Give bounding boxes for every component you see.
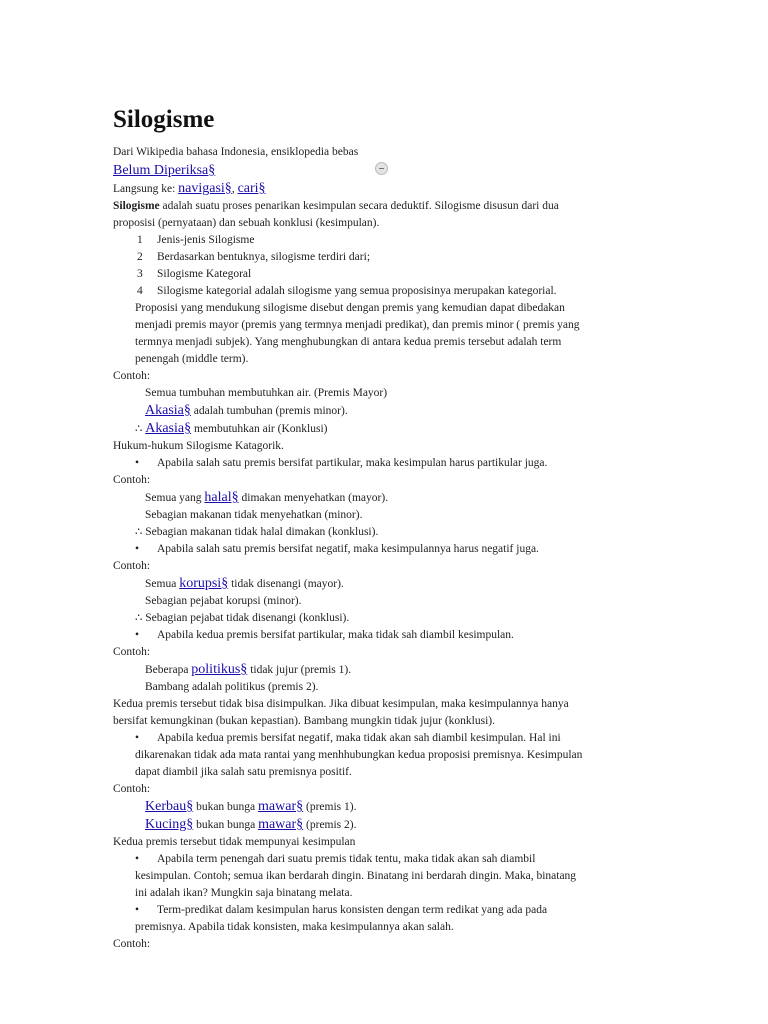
example-line [113, 798, 653, 816]
table-of-contents [113, 232, 653, 300]
example-line [113, 661, 653, 679]
therefore-symbol: ∴ [135, 423, 146, 435]
example-text: tidak disenangi (mayor). [228, 578, 344, 590]
example-text: bukan bunga [193, 819, 259, 831]
toc-number: 2 [137, 251, 143, 263]
example-line [113, 816, 653, 834]
example-text: (premis 1). [303, 801, 357, 813]
bullet-marker: • [135, 457, 140, 469]
example-line: Bambang adalah politikus (premis 2). [145, 681, 319, 693]
example-line [113, 489, 653, 507]
example-text: bukan bunga [193, 801, 259, 813]
bullet-marker: • [135, 904, 140, 916]
toc-text: Jenis-jenis Silogisme [157, 234, 255, 246]
bullet-continuation: ini adalah ikan? Mungkin saja binatang melata. [135, 887, 353, 899]
example-label: Contoh: [113, 783, 151, 795]
bullet-continuation: kesimpulan. Contoh; semua ikan berdarah dingin. Binatang ini berdarah dingin. Maka, binatang [135, 870, 577, 882]
review-status-row [113, 161, 653, 180]
example-label: Contoh: [113, 560, 151, 572]
example-line [113, 402, 653, 420]
jump-to-label: Langsung ke: [113, 183, 179, 195]
rule-bullet [113, 541, 653, 558]
rule-bullet [113, 627, 653, 644]
rule-bullet [113, 455, 653, 472]
jump-separator: , [231, 183, 238, 195]
page-title: Silogisme [113, 106, 215, 133]
intro-text: adalah suatu proses penarikan kesimpulan secara deduktif. Silogisme disusun dari dua [159, 200, 559, 212]
collapse-toggle-icon[interactable] [375, 162, 388, 175]
akasia-link[interactable]: Akasia§ [145, 421, 192, 436]
akasia-link[interactable]: Akasia§ [145, 403, 191, 418]
paragraph-line: bersifat kemungkinan (bukan kepastian). Bambang mungkin tidak jujur (konklusi). [113, 715, 495, 727]
toc-item [137, 249, 653, 266]
toc-number: 1 [137, 234, 143, 246]
example-text: Semua [145, 578, 180, 590]
example-text: membutuhkan air (Konklusi) [191, 423, 328, 435]
example-label: Contoh: [113, 474, 151, 486]
bullet-text: Apabila term penengah dari suatu premis tidak tentu, maka tidak akan sah diambil [157, 853, 536, 865]
bullet-text: Apabila salah satu premis bersifat partikular, maka kesimpulan harus partikular juga. [157, 457, 548, 469]
paragraph-line: penengah (middle term). [135, 353, 249, 365]
example-text: Beberapa [145, 664, 192, 676]
bullet-text: Apabila salah satu premis bersifat negatif, maka kesimpulannya harus negatif juga. [157, 543, 539, 555]
example-line: Semua tumbuhan membutuhkan air. (Premis Mayor) [145, 387, 388, 399]
jump-to-line [113, 180, 653, 198]
toc-text: Silogisme Kategoral [157, 268, 252, 280]
toc-text: Berdasarkan bentuknya, silogisme terdiri dari; [157, 251, 371, 263]
example-text: (premis 2). [303, 819, 357, 831]
unreviewed-badge-link[interactable]: Belum Diperiksa§ [113, 163, 216, 178]
paragraph-line: Proposisi yang mendukung silogisme disebut dengan premis yang kemudian dapat dibedakan [135, 302, 565, 314]
conclusion-paragraph: Kedua premis tersebut tidak mempunyai kesimpulan [113, 836, 356, 848]
bullet-continuation: dapat diambil jika salah satu premisnya positif. [135, 766, 352, 778]
rule-bullet [113, 730, 653, 747]
example-label: Contoh: [113, 938, 151, 950]
toc-text: Silogisme kategorial adalah silogisme yang semua proposisinya merupakan kategorial. [157, 285, 557, 297]
korupsi-link[interactable]: korupsi§ [179, 576, 229, 591]
rule-bullet [113, 851, 653, 868]
example-conclusion: ∴ Sebagian pejabat tidak disenangi (konklusi). [135, 612, 350, 624]
example-label: Contoh: [113, 646, 151, 658]
toc-item [137, 232, 653, 249]
paragraph-line: menjadi premis mayor (premis yang termnya menjadi predikat), dan premis minor ( premis yang [135, 319, 580, 331]
bullet-text: Apabila kedua premis bersifat negatif, maka tidak akan sah diambil kesimpulan. Hal ini [157, 732, 561, 744]
toc-number: 3 [137, 268, 143, 280]
search-link[interactable]: cari§ [237, 181, 266, 196]
mawar-link[interactable]: mawar§ [258, 799, 304, 814]
example-text: adalah tumbuhan (premis minor). [190, 405, 348, 417]
rule-bullet [113, 902, 653, 919]
article [113, 105, 653, 953]
example-text: tidak jujur (premis 1). [247, 664, 352, 676]
site-subtitle: Dari Wikipedia bahasa Indonesia, ensiklopedia bebas [113, 146, 359, 158]
bullet-text: Apabila kedua premis bersifat partikular, maka tidak sah diambil kesimpulan. [157, 629, 514, 641]
bullet-continuation: premisnya. Apabila tidak konsisten, maka kesimpulannya akan salah. [135, 921, 454, 933]
toc-item [137, 283, 653, 300]
kerbau-link[interactable]: Kerbau§ [145, 799, 194, 814]
bullet-text: Term-predikat dalam kesimpulan harus konsisten dengan term redikat yang ada pada [157, 904, 548, 916]
example-line: Sebagian pejabat korupsi (minor). [145, 595, 302, 607]
politikus-link[interactable]: politikus§ [191, 662, 248, 677]
example-line: Sebagian makanan tidak menyehatkan (minor). [145, 509, 363, 521]
toc-item [137, 266, 653, 283]
example-text: Semua yang [145, 492, 205, 504]
paragraph-line: termnya menjadi subjek). Yang menghubungkan di antara kedua premis tersebut adalah term [135, 336, 562, 348]
navigation-link[interactable]: navigasi§ [178, 181, 232, 196]
bullet-marker: • [135, 853, 140, 865]
intro-term: Silogisme [113, 200, 160, 212]
intro-paragraph [113, 198, 653, 232]
intro-text-line2: proposisi (pernyataan) dan sebuah konklusi (kesimpulan). [113, 217, 380, 229]
halal-link[interactable]: halal§ [204, 490, 239, 505]
mawar-link[interactable]: mawar§ [258, 817, 304, 832]
example-text: dimakan menyehatkan (mayor). [238, 492, 389, 504]
rules-heading: Hukum-hukum Silogisme Katagorik. [113, 440, 284, 452]
example-conclusion: ∴ Sebagian makanan tidak halal dimakan (konklusi). [135, 526, 379, 538]
paragraph-line: Kedua premis tersebut tidak bisa disimpulkan. Jika dibuat kesimpulan, maka kesimpulannya hanya [113, 698, 569, 710]
example-label: Contoh: [113, 370, 151, 382]
conclusion-paragraph [113, 696, 653, 730]
bullet-continuation: dikarenakan tidak ada mata rantai yang menhhubungkan kedua proposisi premisnya. Kesimpulan [135, 749, 583, 761]
toc-number: 4 [137, 285, 143, 297]
example-line [113, 575, 653, 593]
example-conclusion [113, 420, 653, 438]
bullet-marker: • [135, 543, 140, 555]
bullet-marker: • [135, 732, 140, 744]
kucing-link[interactable]: Kucing§ [145, 817, 194, 832]
premise-paragraph [113, 300, 653, 368]
bullet-marker: • [135, 629, 140, 641]
